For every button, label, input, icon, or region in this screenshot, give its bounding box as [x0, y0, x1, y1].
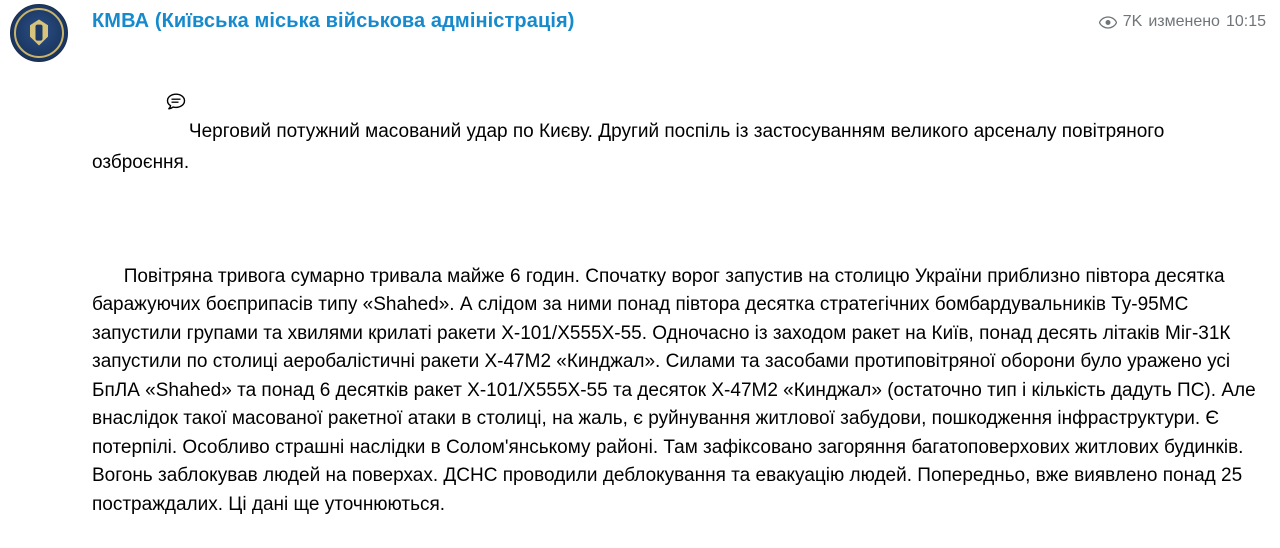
- view-count: 7K: [1122, 13, 1143, 30]
- paragraph-2: Повітряна тривога сумарно тривала майже 6 годин. Спочатку ворог запустив на столицю України приблизно півтора десятка баражуючих боєприпасів типу «Shahed». А слідом за ними понад півтора десятка стратегічних бомбардувальників Ту-95МС запустили групами та хвилями крилаті ракети Х-101/Х555Х-55. Одночасно із заходом ракет на Київ, понад десять літаків Міг-31К запустили по столиці аеробалістичні ракети Х-47М2 «Кинджал». Силами та засобами протиповітряної оборони було уражено усі БпЛА «Shahed» та понад 6 десятків ракет Х-101/Х555Х-55 та десяток Х-47М2 «Кинджал» (остаточно тип і кількість дадуть ПС). Але внаслідок такої масованої ракетної атаки в столиці, на жаль, є руйнування житлової забудови, пошкодження інфраструктури. Є потерпілі. Особливо страшні наслідки в Солом'янському районі. Там зафіксовано загоряння багатоповерхових житлових будинків. Вогонь заблокував людей на поверхах. ДСНС проводили деблокування та евакуацію людей. Попередньо, вже виявлено понад 25 постраждалих. Ці дані ще уточнюються.: [92, 265, 1261, 515]
- paragraph-1: Черговий потужний масований удар по Києву. Другий поспіль із застосуванням великого арсеналу повітряного озброєння.: [92, 120, 1170, 173]
- edited-label: изменено: [1148, 13, 1220, 30]
- paragraph-spacer: [92, 206, 1266, 234]
- message-content: [92, 8, 1266, 548]
- message-meta: [1099, 8, 1266, 33]
- timestamp: 10:15: [1225, 13, 1266, 30]
- speech-bubble-icon: [124, 64, 186, 150]
- channel-name[interactable]: КМВА (Київська міська військова адміністрація): [92, 10, 575, 32]
- emblem-inner-icon: [36, 25, 43, 41]
- message-body: [92, 35, 1266, 548]
- eye-icon: [1099, 16, 1117, 29]
- avatar[interactable]: [10, 4, 68, 62]
- message-header: [92, 8, 1266, 34]
